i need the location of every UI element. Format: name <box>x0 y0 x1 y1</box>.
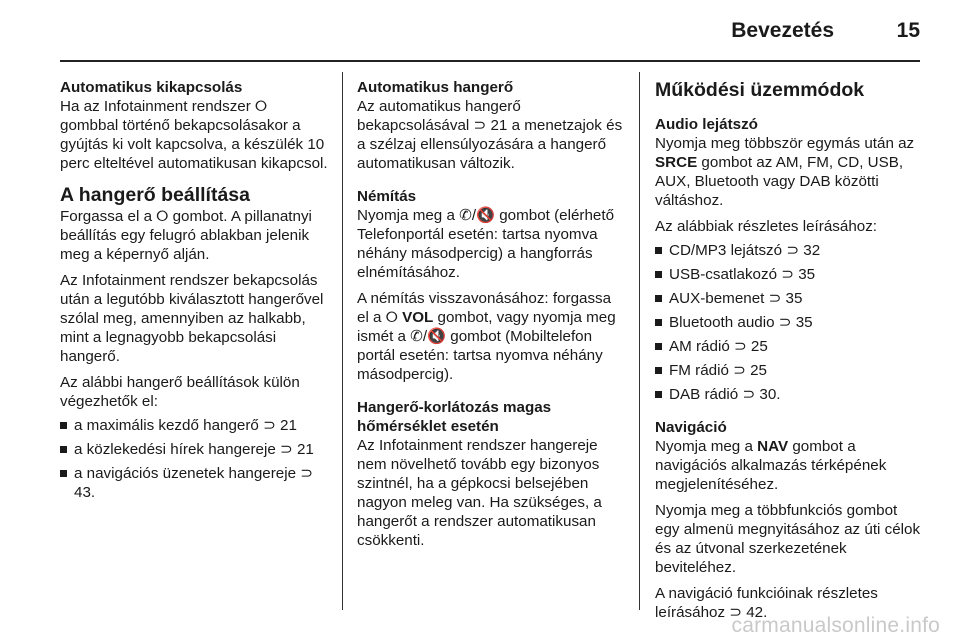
page-header <box>60 0 920 60</box>
list-item: a maximális kezdő hangerő ⊃ 21 <box>60 416 328 435</box>
list-item: CD/MP3 lejátszó ⊃ 32 <box>655 241 923 260</box>
heading-audio-player: Audio lejátszó <box>655 116 758 133</box>
list-item: a közlekedési hírek hangereje ⊃ 21 <box>60 440 328 459</box>
list-item: DAB rádió ⊃ 30. <box>655 385 923 404</box>
heading-auto-volume: Automatikus hangerő <box>357 79 514 96</box>
watermark: carmanualsonline.info <box>731 614 940 637</box>
paragraph-volume-limit: Az Infotainment rendszer hangereje nem növelhető tovább egy bizonyos szintnél, ha a gépkocsi belsejében nagyon meleg van. Ha szükséges, a hangerőt a rendszer automatikusan csökkenti. <box>357 437 602 549</box>
list-item: a navigációs üzenetek hangereje ⊃ 43. <box>60 464 328 502</box>
list-item: Bluetooth audio ⊃ 35 <box>655 313 923 332</box>
paragraph-auto-off: Ha az Infotainment rendszer ⭘ gombbal történő bekapcsolásakor a gyújtás ki volt kapcsolva, a készülék 10 perc elteltével automatikusan kikapcsol. <box>60 98 328 172</box>
list-item: USB-csatlakozó ⊃ 35 <box>655 265 923 284</box>
paragraph-nav-3: A navigáció funkcióinak részletes leírásához ⊃ 42. <box>655 585 878 621</box>
header-rule <box>60 60 920 62</box>
heading-mute: Némítás <box>357 188 417 205</box>
paragraph-audio: Nyomja meg többször egymás után az SRCE gombot az AM, FM, CD, USB, AUX, Bluetooth vagy DAB közötti váltáshoz. <box>655 135 915 209</box>
heading-navigation: Navigáció <box>655 419 727 436</box>
section-title: Bevezetés <box>731 19 834 42</box>
paragraph-details: Az alábbiak részletes leírásához: <box>655 218 878 235</box>
list-item: AM rádió ⊃ 25 <box>655 337 923 356</box>
column-1 <box>60 78 328 502</box>
paragraph-mute-1: Nyomja meg a ✆/🔇 gombot (elérhető Telefonportál esetén: tartsa nyomva néhány másodpercig) a hangforrás elnémításához. <box>357 207 615 281</box>
paragraph-nav-2: Nyomja meg a többfunkciós gombot egy almenü megnyitásához az úti célok és az útvonal szerkezetének beviteléhez. <box>655 502 921 576</box>
heading-volume: A hangerő beállítása <box>60 184 251 206</box>
list-item: FM rádió ⊃ 25 <box>655 361 923 380</box>
paragraph-volume-1: Forgassa el a ⭘ gombot. A pillanatnyi beállítás egy felugró ablakban jelenik meg a képernyő alján. <box>60 208 312 263</box>
column-2 <box>357 78 627 550</box>
volume-settings-list <box>60 416 328 502</box>
paragraph-mute-2: A némítás visszavonásához: forgassa el a ⭘ VOL gombot, vagy nyomja meg ismét a ✆/🔇 gombot (Mobiltelefon portál esetén: tartsa nyomva néhány másodpercig). <box>357 290 616 383</box>
paragraph-nav-1: Nyomja meg a NAV gombot a navigációs alkalmazás térképének megjelenítéséhez. <box>655 438 887 493</box>
heading-volume-limit: Hangerő-korlátozás magas hőmérséklet esetén <box>357 399 552 435</box>
heading-auto-off: Automatikus kikapcsolás <box>60 79 243 96</box>
column-divider <box>639 72 640 610</box>
column-divider <box>342 72 343 610</box>
paragraph-auto-volume: Az automatikus hangerő bekapcsolásával ⊃ 21 a menetzajok és a szélzaj ellensúlyozására a hangerő automatikusan változik. <box>357 98 623 172</box>
heading-operating-modes: Működési üzemmódok <box>655 79 865 101</box>
column-3 <box>655 78 923 622</box>
list-item: AUX-bemenet ⊃ 35 <box>655 289 923 308</box>
audio-sources-list <box>655 241 923 404</box>
paragraph-volume-3: Az alábbi hangerő beállítások külön végezhetők el: <box>60 374 300 410</box>
page-number: 15 <box>896 19 920 42</box>
paragraph-volume-2: Az Infotainment rendszer bekapcsolás után a legutóbb kiválasztott hangerővel szólal meg, amennyiben az halkabb, mint a legnagyobb bekapcsolási hangerő. <box>60 272 324 365</box>
